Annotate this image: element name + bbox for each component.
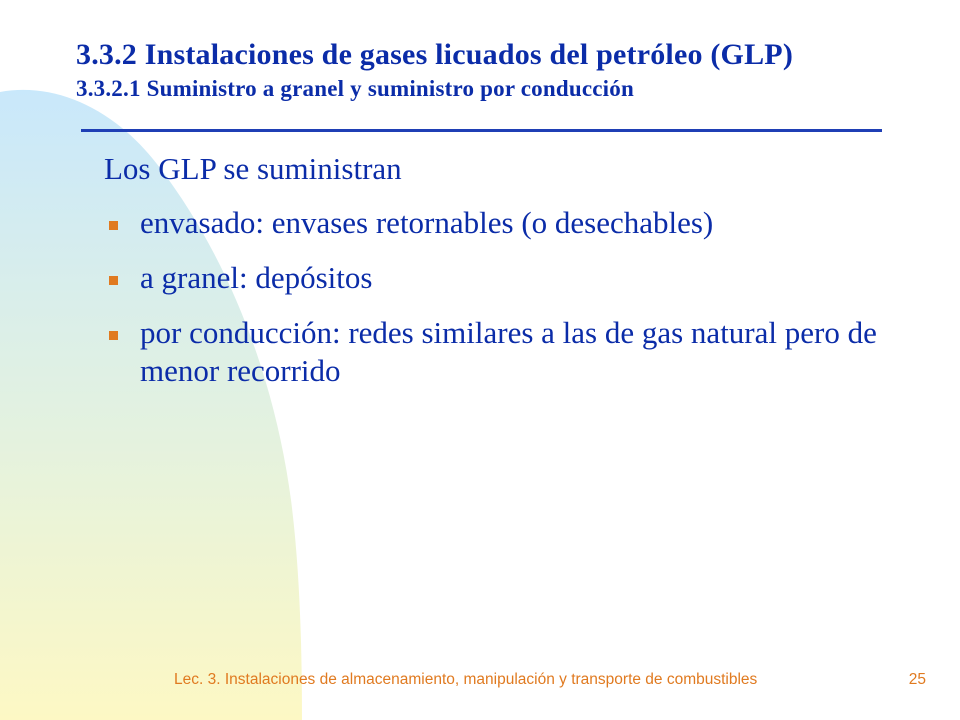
lead-text: Los GLP se suministran xyxy=(104,151,402,186)
bullet-text: por conducción: redes similares a las de gas natural pero de menor recorrido xyxy=(140,315,877,388)
slide-title xyxy=(76,36,936,104)
orange-square-bullet-icon xyxy=(109,221,118,230)
title-underline-rule xyxy=(81,129,882,132)
bullet-item-envasado xyxy=(104,204,924,242)
footer-lecture-title: Lec. 3. Instalaciones de almacenamiento, manipulación y transporte de combustibles xyxy=(174,671,758,688)
orange-square-bullet-icon xyxy=(109,276,118,285)
page-number: 25 xyxy=(908,671,926,688)
slide-footer xyxy=(174,670,926,690)
bullet-item-conduccion xyxy=(104,314,924,390)
slide-body xyxy=(104,150,924,407)
bullet-text: envasado: envases retornables (o desechables) xyxy=(140,205,714,240)
subsection-heading: 3.3.2.1 Suministro a granel y suministro por conducción xyxy=(76,76,634,101)
bullet-text: a granel: depósitos xyxy=(140,260,373,295)
bullet-list xyxy=(104,204,924,390)
orange-square-bullet-icon xyxy=(109,331,118,340)
section-heading: 3.3.2 Instalaciones de gases licuados del petróleo (GLP) xyxy=(76,38,794,71)
bullet-item-granel xyxy=(104,259,924,297)
